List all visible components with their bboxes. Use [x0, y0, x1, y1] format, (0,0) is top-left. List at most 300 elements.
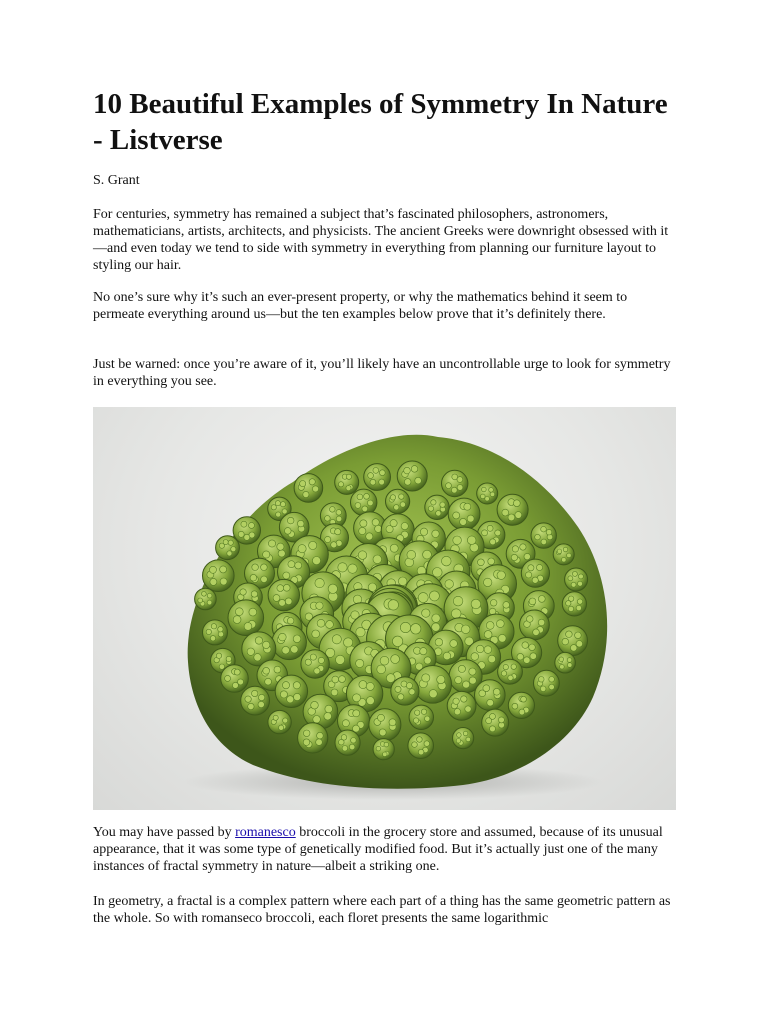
- broccoli-subfloret: [332, 676, 339, 683]
- broccoli-subfloret: [482, 487, 487, 492]
- broccoli-floret: [268, 579, 299, 610]
- broccoli-subfloret: [526, 572, 532, 578]
- broccoli-subfloret: [424, 741, 430, 747]
- broccoli-subfloret: [420, 528, 427, 535]
- romanesco-illustration: [93, 407, 676, 810]
- broccoli-subfloret: [362, 506, 368, 512]
- broccoli-subfloret: [346, 474, 351, 479]
- broccoli-subfloret: [207, 600, 212, 605]
- broccoli-subfloret: [435, 638, 443, 646]
- broccoli-subfloret: [457, 485, 463, 491]
- broccoli-subfloret: [467, 515, 474, 522]
- broccoli-subfloret: [373, 555, 382, 564]
- broccoli-subfloret: [375, 525, 382, 532]
- broccoli-subfloret: [285, 528, 292, 535]
- broccoli-floret: [272, 625, 306, 659]
- broccoli-subfloret: [295, 562, 302, 569]
- broccoli-subfloret: [485, 497, 490, 502]
- broccoli-subfloret: [453, 596, 463, 606]
- broccoli-subfloret: [353, 694, 361, 702]
- broccoli-subfloret: [501, 671, 506, 676]
- broccoli-subfloret: [392, 636, 402, 646]
- broccoli-subfloret: [407, 550, 416, 559]
- broccoli-subfloret: [287, 618, 294, 625]
- broccoli-subfloret: [384, 742, 389, 747]
- broccoli-subfloret: [210, 566, 217, 573]
- broccoli-subfloret: [285, 598, 292, 605]
- broccoli-subfloret: [460, 518, 467, 525]
- broccoli-subfloret: [566, 631, 573, 638]
- broccoli-subfloret: [273, 595, 280, 602]
- broccoli-subfloret: [570, 645, 577, 652]
- broccoli-subfloret: [549, 677, 555, 683]
- broccoli-subfloret: [331, 689, 338, 696]
- article-author: S. Grant: [93, 173, 140, 188]
- broccoli-subfloret: [271, 505, 276, 510]
- broccoli-subfloret: [437, 676, 445, 684]
- broccoli-subfloret: [332, 635, 341, 644]
- broccoli-subfloret: [412, 742, 418, 748]
- broccoli-subfloret: [341, 735, 347, 741]
- broccoli-subfloret: [249, 522, 255, 528]
- broccoli-subfloret: [453, 512, 460, 519]
- broccoli-subfloret: [524, 553, 530, 559]
- broccoli-subfloret: [490, 539, 496, 545]
- broccoli-subfloret: [411, 466, 418, 473]
- broccoli-subfloret: [398, 577, 407, 586]
- broccoli-subfloret: [568, 576, 573, 581]
- broccoli-subfloret: [303, 739, 310, 746]
- broccoli-subfloret: [418, 593, 428, 603]
- broccoli-subfloret: [318, 657, 324, 663]
- broccoli-subfloret: [442, 556, 452, 566]
- broccoli-subfloret: [424, 657, 431, 664]
- broccoli-subfloret: [248, 703, 254, 709]
- broccoli-subfloret: [549, 684, 555, 690]
- broccoli-subfloret: [202, 591, 207, 596]
- broccoli-subfloret: [240, 589, 246, 595]
- broccoli-subfloret: [399, 494, 404, 499]
- broccoli-subfloret: [422, 674, 430, 682]
- broccoli-subfloret: [379, 729, 386, 736]
- broccoli-subfloret: [227, 551, 232, 556]
- broccoli-subfloret: [368, 473, 374, 479]
- broccoli-subfloret: [280, 502, 285, 507]
- broccoli-subfloret: [457, 477, 463, 483]
- broccoli-subfloret: [210, 578, 217, 585]
- broccoli-subfloret: [317, 619, 325, 627]
- broccoli-subfloret: [569, 596, 574, 601]
- broccoli-floret: [228, 600, 264, 636]
- broccoli-subfloret: [429, 690, 437, 698]
- broccoli-subfloret: [423, 550, 432, 559]
- broccoli-subfloret: [467, 536, 476, 545]
- broccoli-subfloret: [325, 705, 333, 713]
- broccoli-subfloret: [524, 657, 531, 664]
- broccoli-subfloret: [539, 677, 545, 683]
- broccoli-subfloret: [390, 495, 395, 500]
- broccoli-subfloret: [562, 638, 569, 645]
- broccoli-subfloret: [247, 648, 254, 655]
- broccoli-subfloret: [338, 482, 343, 487]
- intro-paragraph-3: Just be warned: once you’re aware of it, you’ll likely have an uncontrollable urge to look for symmetry in everything you see.: [93, 357, 671, 389]
- broccoli-subfloret: [325, 536, 331, 542]
- broccoli-subfloret: [471, 653, 479, 661]
- broccoli-subfloret: [420, 648, 427, 655]
- broccoli-subfloret: [576, 641, 583, 648]
- broccoli-subfloret: [458, 665, 465, 672]
- broccoli-subfloret: [232, 682, 238, 688]
- broccoli-subfloret: [559, 657, 564, 662]
- broccoli-subfloret: [315, 578, 324, 587]
- broccoli-subfloret: [278, 550, 285, 557]
- broccoli-subfloret: [326, 621, 334, 629]
- broccoli-subfloret: [336, 516, 342, 522]
- broccoli-subfloret: [372, 519, 379, 526]
- broccoli-subfloret: [512, 703, 518, 709]
- broccoli-subfloret: [339, 676, 346, 683]
- broccoli-subfloret: [432, 623, 440, 631]
- broccoli-subfloret: [311, 701, 319, 709]
- broccoli-subfloret: [527, 616, 534, 623]
- broccoli-subfloret: [400, 502, 405, 507]
- broccoli-subfloret: [497, 571, 505, 579]
- broccoli-subfloret: [268, 540, 275, 547]
- broccoli-subfloret: [370, 479, 376, 485]
- broccoli-subfloret: [293, 635, 301, 643]
- broccoli-floret: [555, 652, 576, 673]
- broccoli-subfloret: [490, 726, 496, 732]
- broccoli-subfloret: [451, 487, 457, 493]
- broccoli-subfloret: [572, 571, 577, 576]
- broccoli-subfloret: [310, 654, 316, 660]
- broccoli-subfloret: [404, 467, 411, 474]
- broccoli-subfloret: [431, 500, 436, 505]
- broccoli-subfloret: [220, 578, 227, 585]
- broccoli-subfloret: [313, 716, 321, 724]
- broccoli-subfloret: [567, 553, 572, 558]
- broccoli-subfloret: [251, 591, 257, 597]
- broccoli-subfloret: [390, 520, 397, 527]
- broccoli-subfloret: [389, 719, 396, 726]
- broccoli-subfloret: [455, 677, 462, 684]
- broccoli-subfloret: [469, 668, 476, 675]
- broccoli-subfloret: [476, 645, 484, 653]
- broccoli-subfloret: [425, 716, 430, 721]
- broccoli-subfloret: [576, 605, 581, 610]
- broccoli-subfloret: [463, 681, 470, 688]
- romanesco-paragraph: [93, 824, 678, 875]
- broccoli-subfloret: [303, 491, 309, 497]
- broccoli-subfloret: [383, 752, 388, 757]
- broccoli-subfloret: [567, 663, 572, 668]
- broccoli-subfloret: [522, 642, 529, 649]
- broccoli-subfloret: [428, 506, 433, 511]
- broccoli-subfloret: [415, 477, 422, 484]
- broccoli-subfloret: [529, 598, 536, 605]
- broccoli-subfloret: [443, 652, 451, 660]
- broccoli-subfloret: [560, 664, 565, 669]
- broccoli-floret: [453, 728, 474, 749]
- broccoli-subfloret: [366, 533, 373, 540]
- broccoli-subfloret: [484, 646, 492, 654]
- broccoli-subfloret: [488, 558, 495, 565]
- broccoli-subfloret: [235, 608, 243, 616]
- broccoli-subfloret: [366, 682, 374, 690]
- broccoli-subfloret: [241, 521, 247, 527]
- broccoli-subfloret: [348, 564, 357, 573]
- broccoli-subfloret: [378, 714, 385, 721]
- broccoli-subfloret: [331, 542, 337, 548]
- broccoli-subfloret: [280, 691, 287, 698]
- broccoli-subfloret: [490, 492, 495, 497]
- broccoli-subfloret: [464, 503, 471, 510]
- broccoli-subfloret: [359, 527, 366, 534]
- broccoli-subfloret: [282, 646, 290, 654]
- broccoli-subfloret: [508, 514, 515, 521]
- broccoli-subfloret: [216, 653, 221, 658]
- broccoli-subfloret: [538, 596, 545, 603]
- broccoli-subfloret: [503, 664, 508, 669]
- broccoli-subfloret: [283, 718, 288, 723]
- broccoli-subfloret: [279, 633, 287, 641]
- broccoli-subfloret: [294, 693, 301, 700]
- broccoli-subfloret: [429, 591, 439, 601]
- broccoli-subfloret: [218, 632, 223, 637]
- broccoli-subfloret: [578, 581, 583, 586]
- article-title: 10 Beautiful Examples of Symmetry In Nature - Listverse: [93, 88, 668, 156]
- broccoli-subfloret: [532, 577, 538, 583]
- broccoli-subfloret: [562, 557, 567, 562]
- broccoli-floret: [369, 709, 401, 741]
- broccoli-subfloret: [394, 505, 399, 510]
- broccoli-subfloret: [300, 481, 306, 487]
- broccoli-subfloret: [244, 623, 252, 631]
- broccoli-subfloret: [377, 665, 386, 674]
- broccoli-subfloret: [330, 507, 336, 513]
- broccoli-subfloret: [324, 712, 332, 720]
- romanesco-link[interactable]: romanesco: [235, 825, 296, 840]
- broccoli-floret: [482, 709, 509, 736]
- broccoli-subfloret: [198, 598, 203, 603]
- broccoli-subfloret: [379, 470, 385, 476]
- broccoli-subfloret: [454, 709, 460, 715]
- broccoli-subfloret: [490, 600, 497, 607]
- broccoli-subfloret: [452, 474, 458, 480]
- broccoli-subfloret: [353, 710, 360, 717]
- broccoli-subfloret: [287, 517, 294, 524]
- intro-paragraph-1: For centuries, symmetry has remained a subject that’s fascinated philosophers, astronomers, mathematicians, artists, architects, and physicists. The ancient Greeks were downright obsessed with it—and even today we tend to side with symmetry in everything from planning our furniture layout to styling our hair.: [93, 207, 669, 273]
- broccoli-subfloret: [512, 546, 518, 552]
- broccoli-subfloret: [538, 619, 545, 626]
- broccoli-subfloret: [342, 720, 349, 727]
- broccoli-subfloret: [206, 629, 211, 634]
- broccoli-subfloret: [254, 654, 261, 661]
- romanesco-text-before: You may have passed by: [93, 825, 236, 840]
- broccoli-subfloret: [291, 646, 299, 654]
- broccoli-subfloret: [413, 718, 418, 723]
- broccoli-subfloret: [417, 737, 423, 743]
- broccoli-subfloret: [274, 666, 281, 673]
- broccoli-subfloret: [231, 547, 236, 552]
- broccoli-subfloret: [218, 627, 223, 632]
- broccoli-subfloret: [486, 622, 494, 630]
- broccoli-subfloret: [249, 608, 257, 616]
- broccoli-subfloret: [355, 503, 361, 509]
- broccoli-subfloret: [519, 709, 525, 715]
- broccoli-subfloret: [336, 655, 345, 664]
- broccoli-subfloret: [368, 583, 376, 591]
- broccoli-subfloret: [395, 686, 401, 692]
- broccoli-subfloret: [245, 696, 251, 702]
- broccoli-subfloret: [207, 593, 212, 598]
- broccoli-subfloret: [557, 549, 562, 554]
- broccoli-subfloret: [282, 509, 287, 514]
- broccoli-subfloret: [487, 699, 494, 706]
- broccoli-subfloret: [465, 706, 471, 712]
- broccoli-subfloret: [515, 512, 522, 519]
- broccoli-subfloret: [359, 681, 367, 689]
- broccoli-subfloret: [432, 530, 439, 537]
- broccoli-subfloret: [261, 576, 268, 583]
- broccoli-subfloret: [277, 543, 284, 550]
- broccoli-subfloret: [401, 523, 408, 530]
- broccoli-subfloret: [226, 656, 231, 661]
- broccoli-subfloret: [336, 510, 342, 516]
- broccoli-subfloret: [312, 486, 318, 492]
- broccoli-subfloret: [484, 578, 492, 586]
- broccoli-subfloret: [234, 669, 240, 675]
- broccoli-subfloret: [388, 600, 398, 610]
- broccoli-subfloret: [541, 526, 547, 532]
- broccoli-subfloret: [261, 564, 268, 571]
- broccoli-subfloret: [276, 512, 281, 517]
- broccoli-subfloret: [390, 544, 398, 552]
- broccoli-subfloret: [219, 664, 224, 669]
- broccoli-subfloret: [422, 609, 430, 617]
- broccoli-subfloret: [503, 602, 510, 609]
- broccoli-subfloret: [298, 545, 306, 553]
- broccoli-subfloret: [529, 644, 536, 651]
- broccoli-subfloret: [495, 530, 501, 536]
- broccoli-subfloret: [575, 632, 582, 639]
- broccoli-subfloret: [364, 493, 370, 499]
- broccoli-subfloret: [252, 564, 259, 571]
- broccoli-subfloret: [358, 551, 367, 560]
- broccoli-subfloret: [521, 696, 527, 702]
- broccoli-floret: [298, 723, 328, 753]
- broccoli-subfloret: [461, 696, 467, 702]
- broccoli-subfloret: [328, 584, 337, 593]
- broccoli-subfloret: [258, 694, 264, 700]
- broccoli-subfloret: [228, 540, 233, 545]
- broccoli-floret: [335, 470, 359, 494]
- broccoli-subfloret: [312, 630, 320, 638]
- broccoli-subfloret: [335, 529, 341, 535]
- broccoli-subfloret: [252, 690, 258, 696]
- broccoli-subfloret: [446, 483, 452, 489]
- broccoli-subfloret: [316, 602, 323, 609]
- broccoli-subfloret: [277, 585, 284, 592]
- broccoli-subfloret: [490, 713, 496, 719]
- broccoli-subfloret: [436, 511, 441, 516]
- romanesco-text-after: broccoli in the grocery store and assumed, because of its unusual appearance, that it was some type of genetically modified food. But it’s actually just one of the many instances of fractal symmetry in nature—albeit a striking one.: [93, 825, 663, 874]
- broccoli-subfloret: [210, 636, 215, 641]
- broccoli-subfloret: [288, 561, 295, 568]
- romanesco-broccoli-image: [93, 407, 676, 810]
- broccoli-subfloret: [263, 551, 270, 558]
- broccoli-subfloret: [211, 624, 216, 629]
- broccoli-subfloret: [309, 541, 317, 549]
- broccoli-subfloret: [287, 696, 294, 703]
- broccoli-subfloret: [496, 620, 504, 628]
- broccoli-subfloret: [571, 582, 576, 587]
- broccoli-subfloret: [225, 675, 231, 681]
- broccoli-subfloret: [316, 739, 323, 746]
- broccoli-floret: [301, 650, 329, 678]
- broccoli-subfloret: [366, 697, 374, 705]
- broccoli-subfloret: [483, 685, 490, 692]
- broccoli-subfloret: [283, 572, 290, 579]
- broccoli-subfloret: [433, 568, 443, 578]
- broccoli-subfloret: [303, 730, 310, 737]
- broccoli-subfloret: [349, 744, 355, 750]
- broccoli-subfloret: [567, 658, 572, 663]
- broccoli-subfloret: [367, 500, 373, 506]
- broccoli-subfloret: [461, 625, 470, 634]
- broccoli-subfloret: [493, 688, 500, 695]
- broccoli-subfloret: [418, 749, 424, 755]
- broccoli-subfloret: [484, 631, 492, 639]
- broccoli-subfloret: [502, 509, 509, 516]
- broccoli-subfloret: [578, 574, 583, 579]
- broccoli-subfloret: [223, 540, 228, 545]
- broccoli-subfloret: [453, 698, 459, 704]
- broccoli-subfloret: [263, 667, 270, 674]
- broccoli-subfloret: [517, 653, 524, 660]
- intro-paragraph-2: No one’s sure why it’s such an ever-present property, or why the mathematics behind it seem to permeate everything around us—but the ten examples below prove that it’s definitely there.: [93, 290, 628, 322]
- broccoli-subfloret: [338, 563, 347, 572]
- broccoli-subfloret: [406, 683, 412, 689]
- broccoli-subfloret: [508, 675, 513, 680]
- broccoli-subfloret: [380, 656, 389, 665]
- broccoli-subfloret: [325, 516, 331, 522]
- broccoli-subfloret: [568, 606, 573, 611]
- broccoli-subfloret: [317, 732, 324, 739]
- broccoli-subfloret: [513, 500, 520, 507]
- broccoli-subfloret: [273, 715, 278, 720]
- broccoli-subfloret: [469, 677, 476, 684]
- fractal-paragraph: In geometry, a fractal is a complex pattern where each part of a thing has the same geometric pattern as the whole. So with romanseco broccoli, each floret presents the same logarithmic: [93, 894, 671, 926]
- broccoli-subfloret: [293, 682, 300, 689]
- broccoli-subfloret: [357, 494, 363, 500]
- broccoli-subfloret: [344, 638, 353, 647]
- broccoli-subfloret: [279, 725, 284, 730]
- broccoli-subfloret: [489, 488, 494, 493]
- broccoli-subfloret: [373, 468, 379, 474]
- broccoli-subfloret: [275, 501, 280, 506]
- broccoli-subfloret: [487, 525, 493, 531]
- broccoli-subfloret: [463, 731, 468, 736]
- broccoli-subfloret: [451, 609, 461, 619]
- broccoli-subfloret: [360, 520, 367, 527]
- broccoli-subfloret: [577, 599, 582, 604]
- broccoli-subfloret: [346, 486, 351, 491]
- broccoli-subfloret: [233, 616, 241, 624]
- broccoli-subfloret: [528, 565, 534, 571]
- broccoli-subfloret: [466, 737, 471, 742]
- broccoli-subfloret: [400, 622, 410, 632]
